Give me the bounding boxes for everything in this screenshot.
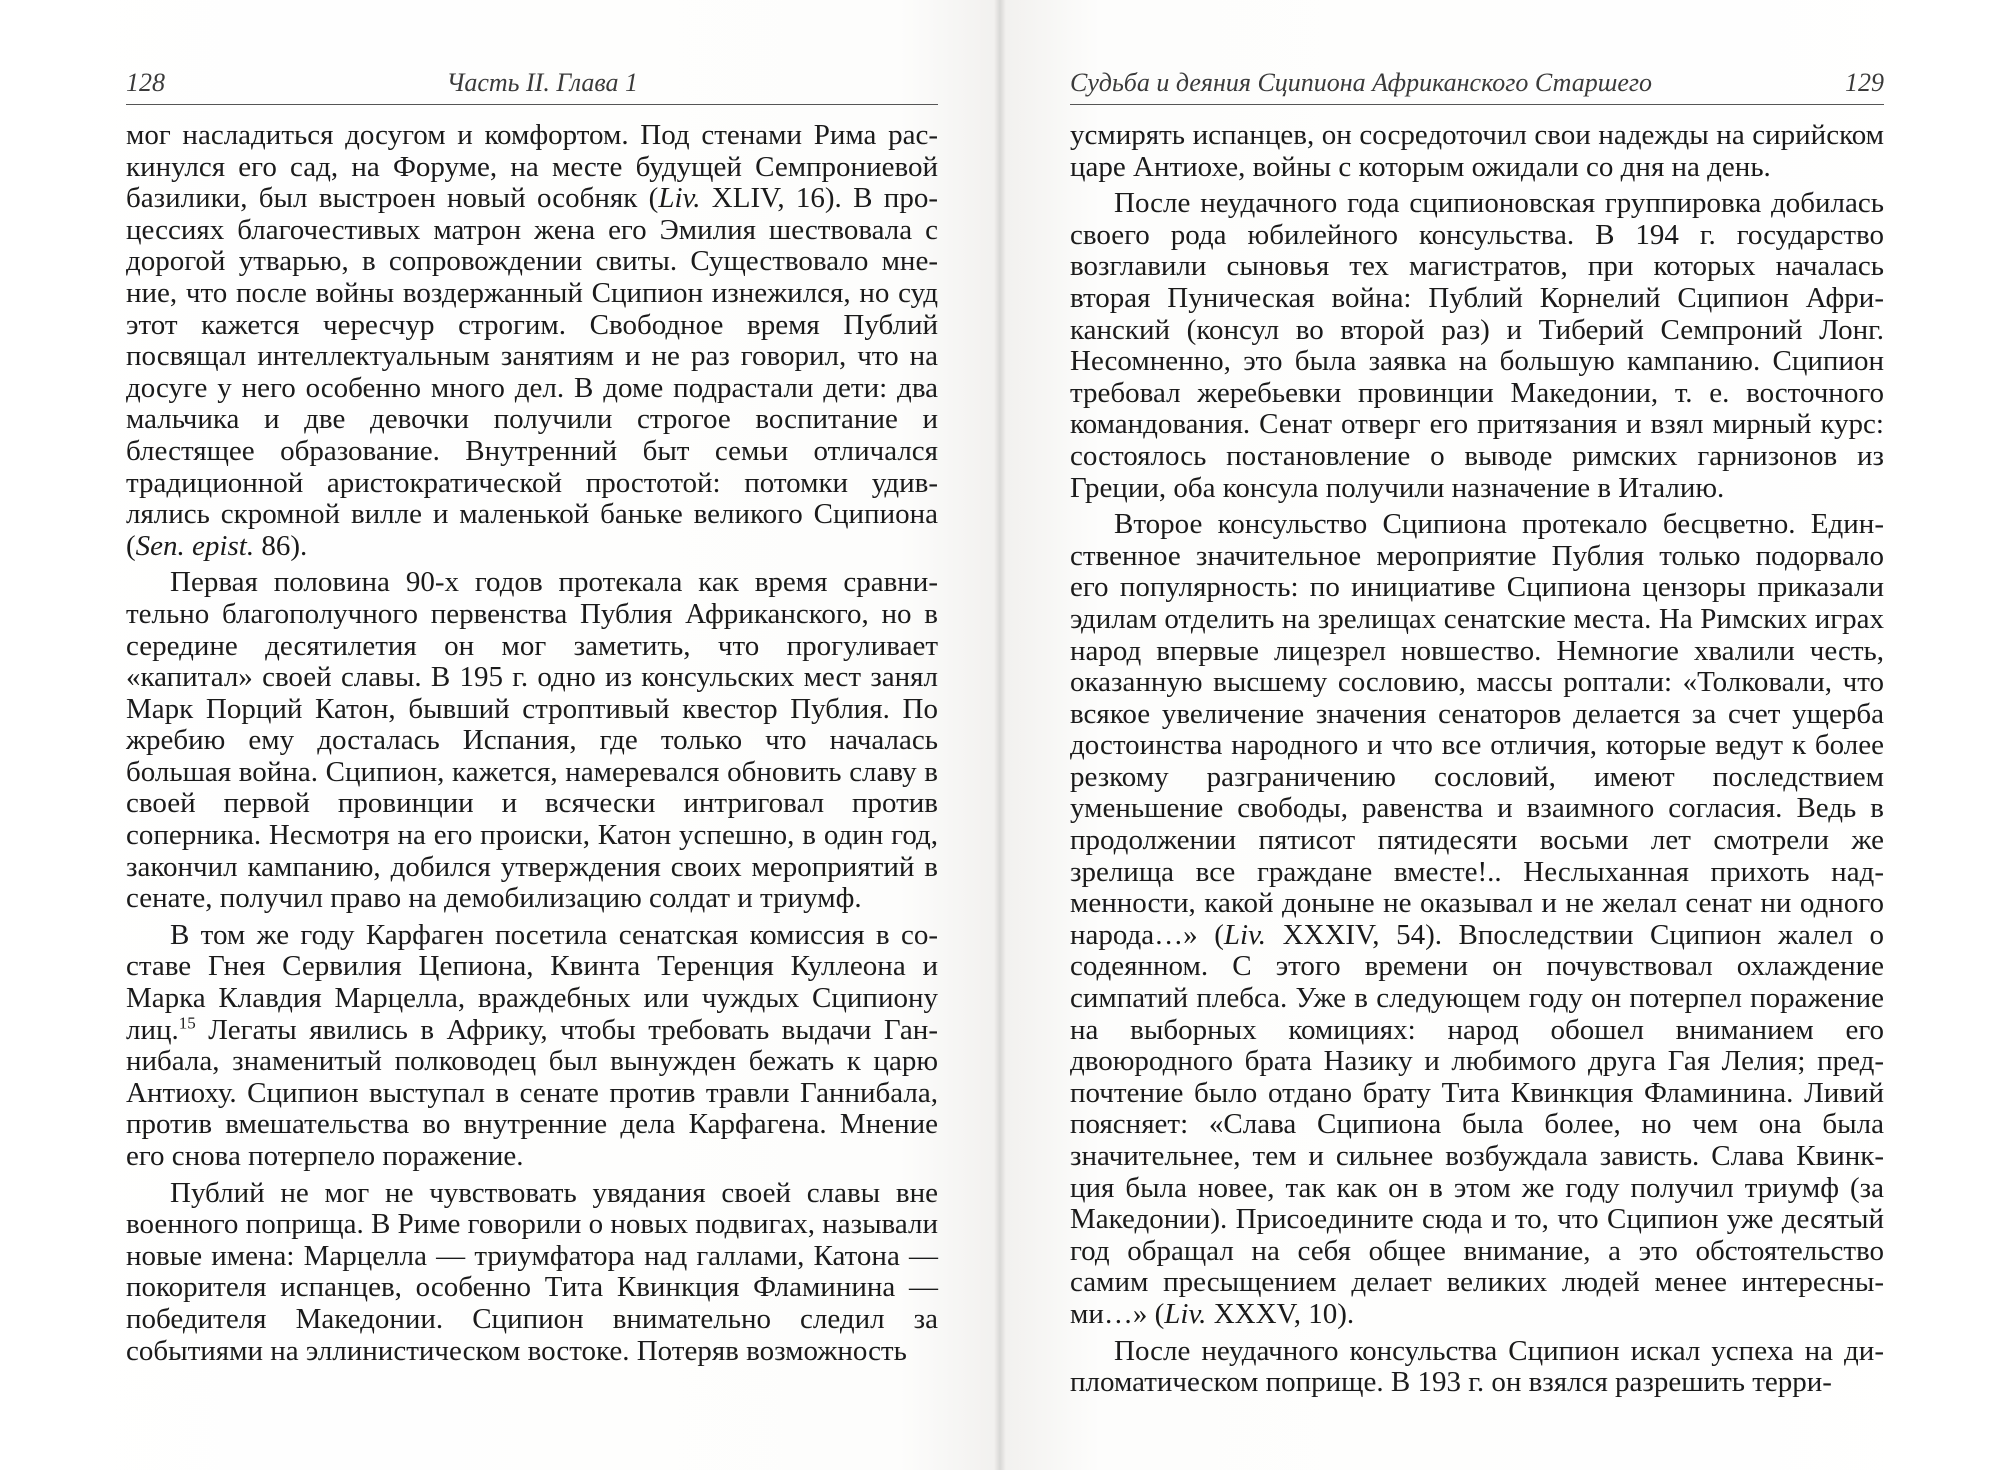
body-paragraph — [1070, 120, 1884, 183]
left-page-body — [126, 120, 938, 1367]
body-paragraph — [126, 120, 938, 562]
citation-italic: Sen. epist. — [135, 529, 255, 562]
text-run: усмирять испанцев, он сосредоточил свои надежды на сирийском царе Антиохе, войны с которым ожидали со дня на день. — [1070, 119, 1884, 183]
text-run: Первая половина 90-х годов протекала как время сравнительно благополучного первенства Публия Африканского, но в середине десятилетия он мог заметить, что прогуливает «капитал» своей славы. В 195 г. одно из консульских мест занял Марк Порций Катон, бывший строптивый квестор Публия. По жребию ему досталась Испания, где только что началась большая война. Сципион, кажется, намеревался обновить славу в своей первой провинции и всячески интриговал против соперника. Несмотря на его происки, Катон успешно, в один год, закончил кампанию, добился утверждения своих мероприятий в сенате, получил право на демобилизацию солдат и триумф. — [126, 566, 938, 915]
text-run: XLIV, 16). В процессиях благочестивых матрон жена его Эмилия шествовала с дорогой утварью, в сопровождении свиты. Существовало мнение, что после войны воздержанный Сципион изнежился, но суд этот кажется чересчур строгим. Свободное время Публий посвящал интеллектуальным занятиям и не раз говорил, что на досуге у него особенно много дел. В доме подрастали дети: два мальчика и две девочки получили строгое воспитание и блестящее образование. Внутренний быт семьи отличался традиционной аристократической простотой: потомки удивлялись скромной вилле и маленькой баньке великого Сципиона ( — [126, 182, 938, 562]
body-paragraph — [1070, 509, 1884, 1330]
left-running-title: Часть II. Глава 1 — [446, 68, 638, 97]
text-run: После неудачного года сципионовская группировка добилась своего рода юбилейного консульства. В 194 г. государство возглавили сыновья тех магистратов, при которых началась вторая Пуническая война: Публий Корнелий Сципион Африканский (консул во второй раз) и Тиберий Семпроний Лонг. Несомненно, это была заявка на большую кампанию. Сципион требовал жеребьевки провинции Македонии, т. е. восточного командования. Сенат отверг его притязания и взял мирный курс: состоялось постановление о выводе римских гарнизонов из Греции, оба консула получили назначение в Италию. — [1070, 187, 1884, 504]
citation-italic: Liv. — [1164, 1297, 1207, 1330]
text-run: XXXIV, 54). Впоследствии Сципион жалел о содеянном. С этого времени он почувствовал охлаждение симпатий плебса. Уже в следующем году он потерпел поражение на выборных комициях: народ обошел вниманием его двоюродного брата Назику и любимого друга Гая Лелия; предпочтение было отдано брату Тита Квинкция Фламинина. Ливий поясняет: «Слава Сципиона была более, но чем она была значительнее, тем и сильнее возбуждала зависть. Слава Квинкция была новее, так как он в этом же году получил триумф (за Македонии). Присоедините сюда и то, что Сципион уже десятый год обращал на себя общее внимание, а это обстоятельство самим пресыщением делает великих людей менее интересными…» ( — [1070, 918, 1885, 1330]
right-page — [1000, 0, 2000, 1470]
text-run: Легаты явились в Африку, чтобы требовать выдачи Ганнибала, знаменитый полководец был вынужден бежать к царю Антиоху. Сципион выступал в сенате против травли Ганнибала, против вмешательства во внутренние дела Карфагена. Мнение его снова потерпело поражение. — [126, 1013, 938, 1172]
right-running-head — [1070, 62, 1884, 105]
right-page-number: 129 — [1845, 68, 1884, 97]
text-run: 86). — [254, 529, 308, 562]
right-running-title: Судьба и деяния Сципиона Африканского Старшего — [1070, 68, 1653, 97]
body-paragraph — [1070, 188, 1884, 504]
footnote-ref: 15 — [178, 1012, 196, 1032]
citation-italic: Liv. — [1223, 918, 1267, 951]
right-page-body — [1070, 120, 1884, 1399]
text-run: После неудачного консульства Сципион искал успеха на дипломатическом поприще. В 193 г. он взялся разрешить терри- — [1070, 1334, 1884, 1399]
body-paragraph — [1070, 1336, 1884, 1399]
citation-italic: Liv. — [658, 182, 701, 215]
body-paragraph — [126, 567, 938, 915]
left-running-head — [126, 62, 938, 105]
body-paragraph — [126, 920, 938, 1173]
text-run: XXXV, 10). — [1206, 1297, 1355, 1330]
text-run: В том же году Карфаген посетила сенатская комиссия в составе Гнея Сервилия Цепиона, Квинта Теренция Куллеона и Марка Клавдия Марцелла, враждебных или чуждых Сципиону лиц. — [126, 918, 938, 1046]
body-paragraph — [126, 1178, 938, 1368]
book-gutter-shadow — [994, 0, 1006, 1470]
text-run: Второе консульство Сципиона протекало бесцветно. Единственное значительное мероприятие Публия только подорвало его популярность: по инициативе Сципиона цензоры приказали эдилам отделить на зрелищах сенатские места. На Римских играх народ впервые лицезрел новшество. Немногие хвалили честь, оказанную высшему сословию, массы роптали: «Толковали, что всякое увеличение значения сенаторов делается за счет ущерба достоинства народного и что все отличия, которые ведут к более резкому разграничению сословий, имеют последствием уменьшение свободы, равенства и взаимного согласия. Ведь в продолжении пятисот пятидесяти восьми лет смотрели же зрелища все граждане вместе!.. Неслыханная прихоть надменности, какой доныне не оказывал и не желал сенат ни одного народа…» ( — [1070, 508, 1884, 951]
left-page-number: 128 — [126, 68, 165, 97]
text-run: мог насладиться досугом и комфортом. Под стенами Рима раскинулся его сад, на Форуме, на месте будущей Семпрониевой базилики, был выстроен новый особняк ( — [126, 119, 938, 215]
text-run: Публий не мог не чувствовать увядания своей славы вне военного поприща. В Риме говорили о новых подвигах, называли новые имена: Марцелла — триумфатора над галлами, Катона — покорителя испанцев, особенно Тита Квинкция Фламинина — победителя Македонии. Сципион внимательно следил за событиями на эллинистическом востоке. Потеряв возможность — [126, 1176, 938, 1367]
